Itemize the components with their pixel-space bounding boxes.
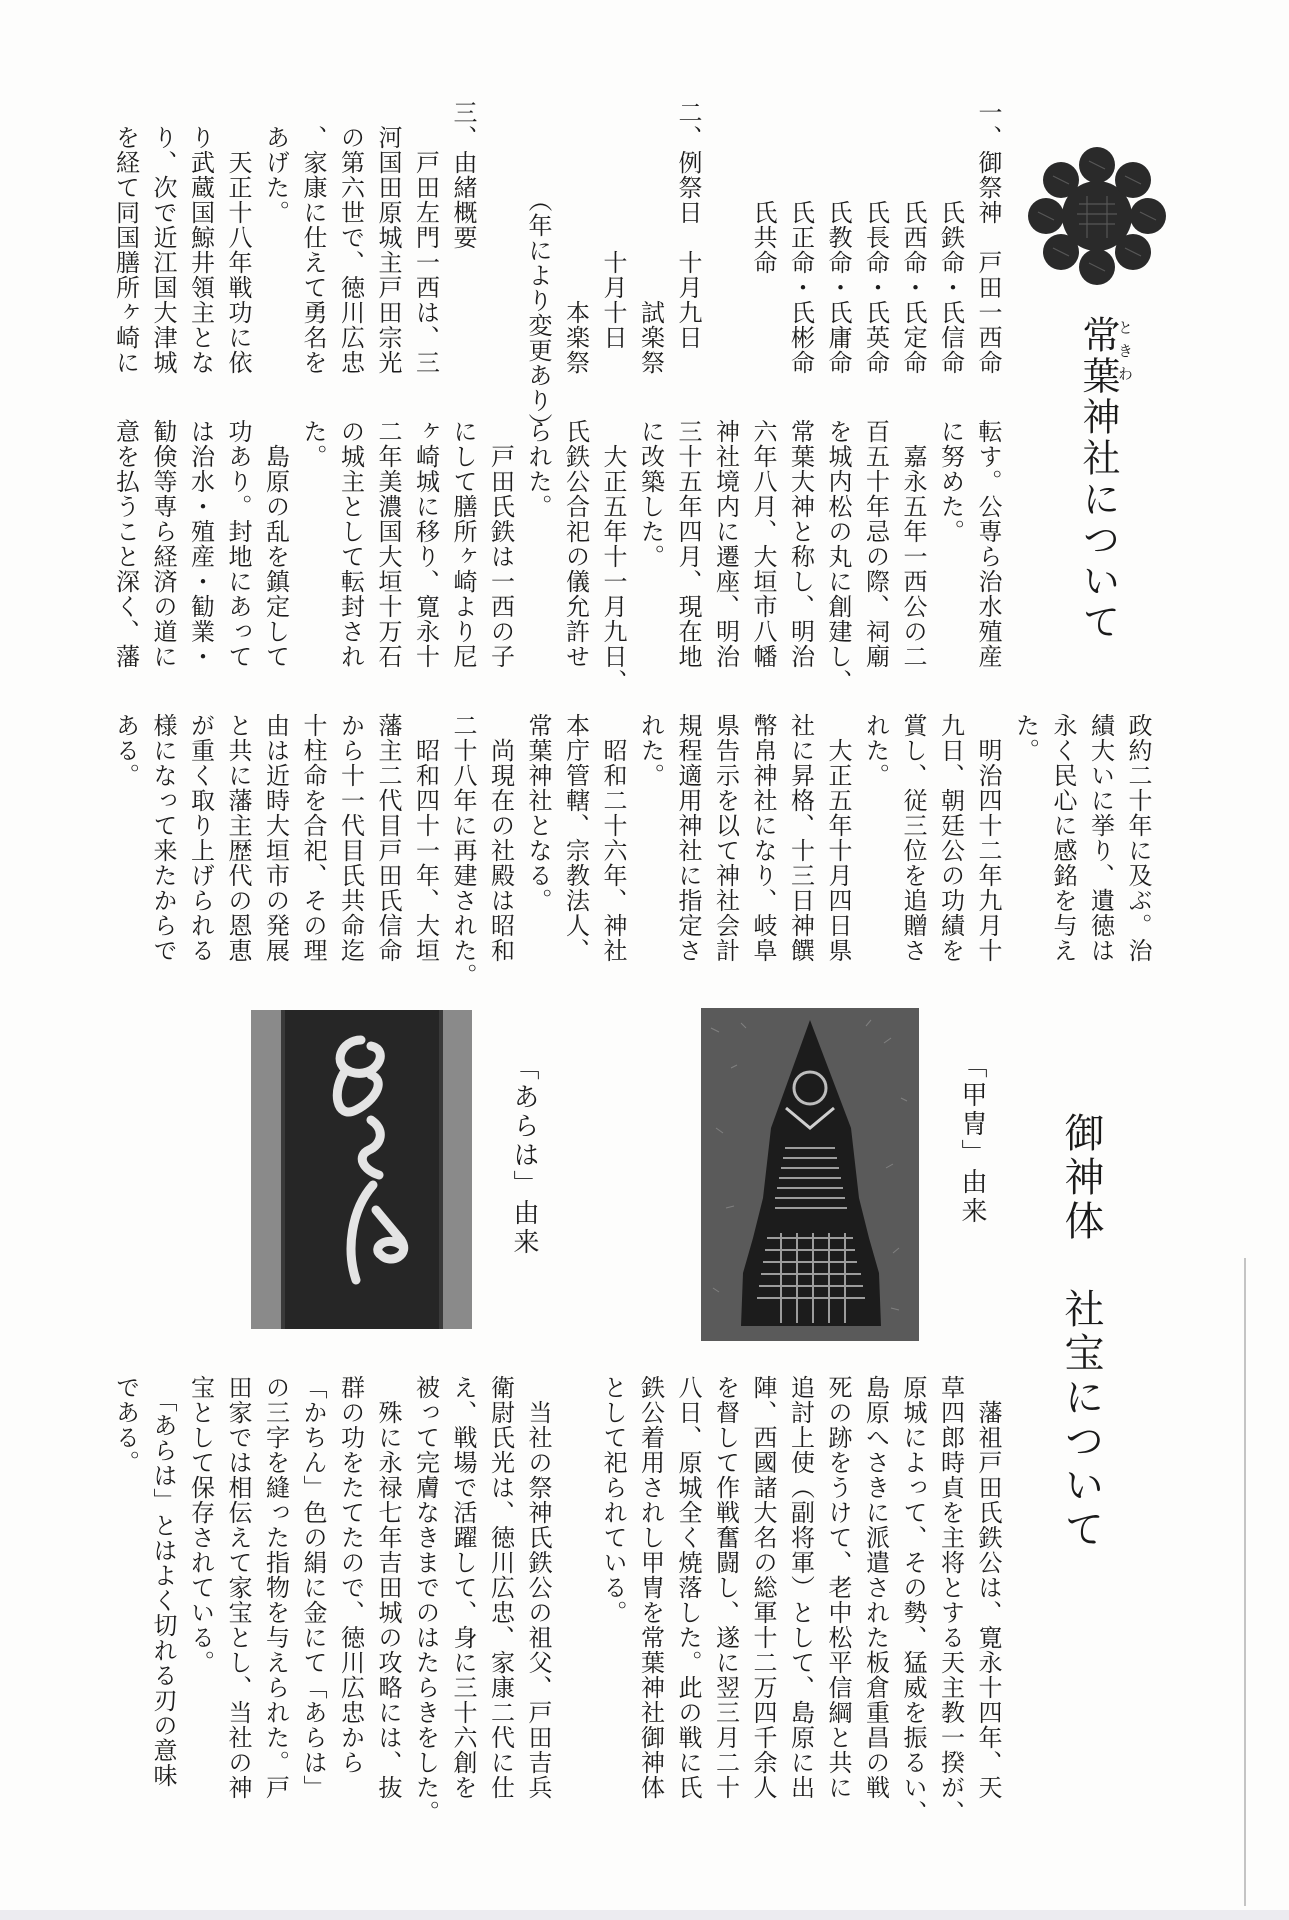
history-line: に改築した。 <box>636 419 665 569</box>
origin-summary-line: の第六世で、徳川広忠 <box>336 100 365 375</box>
history-line: ヶ崎城に移り、寛永十 <box>411 419 440 669</box>
festival-date-line: 試楽祭 <box>636 100 665 375</box>
history-line: が重く取り上げられる <box>186 713 215 963</box>
araha-paragraph-line: の三字を縫った指物を与えられた。戸 <box>261 1375 290 1800</box>
history-line: 意を払うこと深く、藩 <box>111 419 140 669</box>
origin-summary-line: り武蔵国鯨井領主とな <box>186 100 215 375</box>
araha-caption: 「あらは」由来 <box>509 1054 539 1257</box>
kabuto-paragraph-line: 八日、原城全く焼落した。此の戦に氏 <box>674 1375 702 1800</box>
festival-date-line: 本楽祭 <box>561 100 590 375</box>
araha-paragraph-line: 「あらは」とはよく切れる刃の意味 <box>149 1375 177 1788</box>
araha-paragraph-line: 被って完膚なきまでのはたらきをした。 <box>411 1375 440 1825</box>
enshrined-deities-line: 氏正命・氏彬命 <box>786 100 815 375</box>
enshrined-deities-line: 氏教命・氏庸命 <box>824 100 852 375</box>
enshrined-deities-line: 氏西命・氏定命 <box>899 100 927 375</box>
kabuto-paragraph-line: 島原へさきに派遣された板倉重昌の戦 <box>861 1375 890 1800</box>
araha-paragraph-line: 「かちん」色の絹に金にて「あらは」 <box>299 1375 327 1800</box>
araha-paragraph-line: え、戦場で活躍して、身に三十六創を <box>449 1375 477 1800</box>
history-line: 績大いに挙り、遺徳は <box>1086 713 1115 963</box>
festival-date-line: 十月十日 <box>599 100 627 350</box>
history-line: 転す。公専ら治水殖産 <box>974 419 1002 669</box>
page-title: 常葉神社について <box>1076 315 1120 643</box>
festival-date-line: （年により変更あり） <box>524 100 552 438</box>
history-line: 明治四十二年九月十 <box>974 713 1002 963</box>
enshrined-deities-line: 氏鉄命・氏信命 <box>936 100 965 375</box>
history-line: 賞し、従三位を追贈さ <box>899 713 927 963</box>
history-line: た。 <box>1011 713 1040 763</box>
kabuto-paragraph-line: 死の跡をうけて、老中松平信綱と共に <box>824 1375 852 1800</box>
araha-paragraph-line: 群の功をたてたので、徳川広忠から <box>336 1375 365 1775</box>
kabuto-caption: 「甲冑」由来 <box>957 1052 987 1226</box>
page-bottom-edge <box>0 1910 1289 1920</box>
history-line: 大正五年十一月九日、 <box>599 419 627 694</box>
origin-summary-line: 河国田原城主戸田宗光 <box>374 100 402 375</box>
history-line: られた。 <box>524 419 552 519</box>
history-line: 尚現在の社殿は昭和 <box>486 713 515 963</box>
history-line: 藩主二代目戸田氏信命 <box>374 713 402 963</box>
history-line: 本庁管轄、宗教法人、 <box>561 713 590 963</box>
history-line: 常葉大神と称し、明治 <box>786 419 815 669</box>
kabuto-paragraph-line: として祀られている。 <box>599 1375 627 1625</box>
history-line: 永く民心に感銘を与え <box>1049 713 1077 963</box>
kuyo-crest-icon <box>1027 146 1167 286</box>
history-line: 由は近時大垣市の発展 <box>261 713 290 963</box>
treasures-title: 御神体 社宝について <box>1058 1112 1104 1552</box>
history-line: 十柱命を合祀、その理 <box>299 713 327 963</box>
origin-summary-line: 戸田左門一西は、三 <box>411 100 440 375</box>
page-edge-line <box>1244 1258 1246 1906</box>
history-line: 幣帛神社になり、岐阜 <box>749 713 777 963</box>
history-line: ある。 <box>111 713 140 788</box>
kabuto-paragraph-line: 陣、西國諸大名の総軍十二万四千余人 <box>749 1375 777 1800</box>
history-line: 二年美濃国大垣十万石 <box>374 419 402 669</box>
kabuto-paragraph-line: 追討上使（副将軍）として、島原に出 <box>786 1375 815 1800</box>
history-line: 氏鉄公合祀の儀允許せ <box>561 419 590 669</box>
araha-paragraph-line: 田家では相伝えて家宝とし、当社の神 <box>224 1375 252 1800</box>
history-line: 嘉永五年一西公の二 <box>899 419 927 669</box>
history-line: の城主として転封され <box>336 419 365 669</box>
araha-paragraph-line: 殊に永禄七年吉田城の攻略には、抜 <box>374 1375 402 1800</box>
araha-paragraph-line: 宝として保存されている。 <box>186 1375 215 1675</box>
kabuto-armor-photo <box>701 1008 919 1341</box>
enshrined-deities-line: 氏共命 <box>749 100 777 275</box>
origin-summary-line: 天正十八年戦功に依 <box>224 100 252 375</box>
history-line: れた。 <box>636 713 665 788</box>
history-line: た。 <box>299 419 327 469</box>
kabuto-paragraph-line: 藩祖戸田氏鉄公は、寛永十四年、天 <box>974 1375 1002 1800</box>
kabuto-paragraph-line: 原城によって、その勢、猛威を振るい、 <box>899 1375 927 1825</box>
history-line: 様になって来たからで <box>149 713 177 963</box>
history-line: 島原の乱を鎮定して <box>261 419 290 669</box>
history-line: は治水・殖産・勧業・ <box>186 419 215 669</box>
history-line: 昭和四十一年、大垣 <box>411 713 440 963</box>
history-line: から十一代目氏共命迄 <box>336 713 365 963</box>
history-line: に努めた。 <box>936 419 965 544</box>
history-line: 大正五年十月四日県 <box>824 713 852 963</box>
history-line: 三十五年四月、現在地 <box>674 419 702 669</box>
araha-banner-photo <box>251 1010 472 1329</box>
history-line: 六年八月、大垣市八幡 <box>749 419 777 669</box>
banner-right-band <box>443 1010 472 1329</box>
origin-summary-line: あげた。 <box>261 100 290 225</box>
history-line: と共に藩主歴代の恩恵 <box>224 713 252 963</box>
history-line: 勧倹等専ら経済の道に <box>149 419 177 669</box>
araha-paragraph-line: 当社の祭神氏鉄公の祖父、戸田吉兵 <box>524 1375 552 1800</box>
history-line: 百五十年忌の際、祠廟 <box>861 419 890 669</box>
history-line: にして膳所ヶ崎より尼 <box>449 419 477 669</box>
origin-summary-line: を経て同国膳所ヶ崎に <box>111 100 140 375</box>
kabuto-paragraph-line: 鉄公着用されし甲冑を常葉神社御神体 <box>636 1375 665 1800</box>
history-line: 戸田氏鉄は一西の子 <box>486 419 515 669</box>
araha-paragraph-line: 衛尉氏光は、徳川広忠、家康二代に仕 <box>486 1375 515 1800</box>
history-line: 二十八年に再建された。 <box>449 713 477 988</box>
history-line: 功あり。封地にあって <box>224 419 252 669</box>
history-line: 神社境内に遷座、明治 <box>711 419 740 669</box>
history-line: 常葉神社となる。 <box>524 713 552 913</box>
history-line: 県告示を以て神社会計 <box>711 713 740 963</box>
enshrined-deities-line: 氏長命・氏英命 <box>861 100 890 375</box>
origin-summary-line: 、家康に仕えて勇名を <box>299 100 327 375</box>
history-line: れた。 <box>861 713 890 788</box>
history-line: 昭和二十六年、神社 <box>599 713 627 963</box>
origin-summary-line: り、次で近江国大津城 <box>149 100 177 375</box>
banner-left-band <box>251 1010 281 1329</box>
origin-summary-line: 三、由緒概要 <box>449 100 477 250</box>
history-line: 社に昇格、十三日神饌 <box>786 713 815 963</box>
festival-date-line: 二、例祭日 十月九日 <box>674 100 702 350</box>
history-line: を城内松の丸に創建し、 <box>824 419 852 694</box>
enshrined-deities-line: 一、御祭神 戸田一西命 <box>974 100 1002 375</box>
araha-paragraph-line: である。 <box>111 1375 140 1475</box>
history-line: 九日、朝廷公の功績を <box>936 713 965 963</box>
kabuto-paragraph-line: を督して作戦奮闘し、遂に翌三月二十 <box>711 1375 740 1800</box>
history-line: 規程適用神社に指定さ <box>674 713 702 963</box>
history-line: 政約二十年に及ぶ。治 <box>1124 713 1152 963</box>
kabuto-paragraph-line: 草四郎時貞を主将とする天主教一揆が、 <box>936 1375 965 1825</box>
title-ruby: ときわ <box>1116 320 1134 389</box>
